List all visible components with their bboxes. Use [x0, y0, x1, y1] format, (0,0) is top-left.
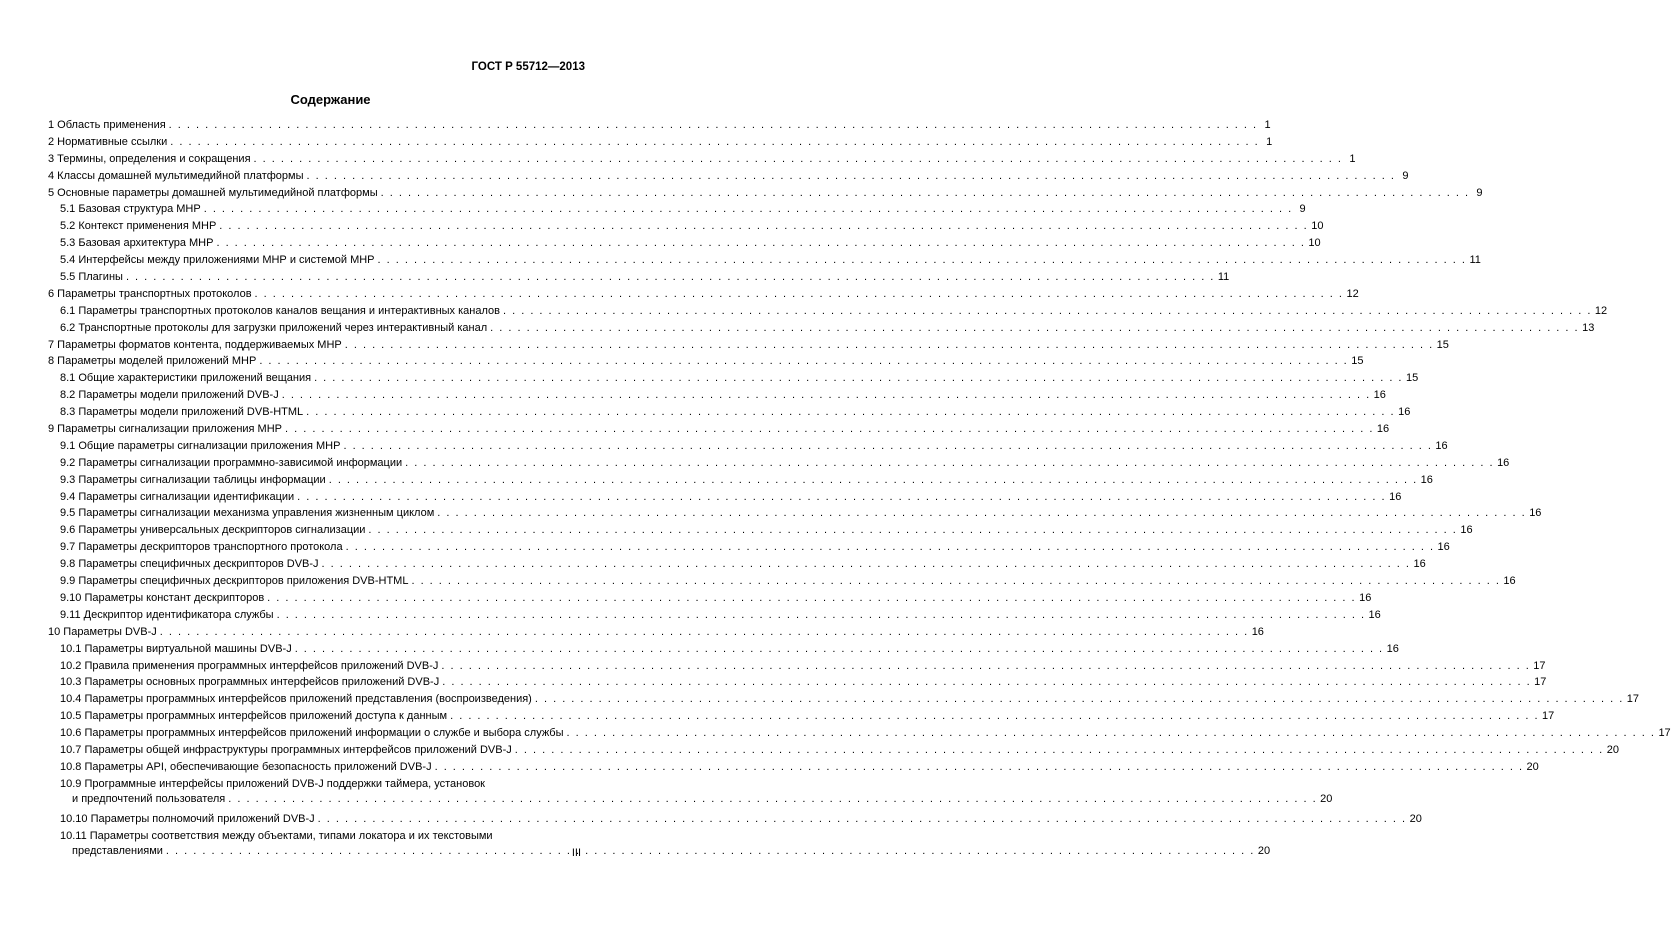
toc-entry-title: 9.1 Общие параметры сигнализации приложения МНР [60, 439, 341, 452]
toc-entry[interactable] [48, 186, 1483, 204]
toc-entry-title: 5.5 Плагины [60, 271, 123, 284]
dot-leader [318, 813, 1407, 825]
dot-leader [329, 474, 1418, 486]
toc-entry-continuation: и предпочтений пользователя [72, 792, 226, 805]
toc-entry-title: 9.4 Параметры сигнализации идентификации [60, 490, 295, 503]
toc-entry[interactable] [48, 152, 1356, 170]
toc-entry[interactable] [48, 659, 1546, 677]
toc-entry-title: 4 Классы домашней мультимедийной платформы [48, 169, 304, 182]
toc-entry-title: 10 Параметры DVB-J [48, 625, 157, 638]
toc-entry-title: 6.1 Параметры транспортных протоколов каналов вещания и интерактивных каналов [60, 304, 500, 317]
dot-leader [259, 355, 1348, 367]
toc-entry[interactable] [48, 338, 1449, 356]
toc-entry-page: 16 [1497, 456, 1510, 469]
toc-entry-title: 9.9 Параметры специфичных дескрипторов приложения DVB-HTML [60, 575, 409, 588]
toc-entry-page: 9 [1476, 186, 1483, 199]
toc-entry-page: 16 [1398, 406, 1411, 419]
dot-leader [567, 727, 1656, 739]
toc-entry-page: 10 [1311, 220, 1324, 233]
toc-entry[interactable] [48, 271, 1230, 288]
dot-leader [160, 626, 1249, 638]
toc-entry[interactable] [48, 203, 1306, 220]
toc-entry-page: 16 [1359, 591, 1372, 604]
toc-entry[interactable] [48, 220, 1324, 237]
toc-entry-title: 1 Область применения [48, 119, 166, 131]
toc-entry-title: 10.5 Параметры программных интерфейсов приложений доступа к данным [60, 710, 448, 723]
toc-entry[interactable] [48, 693, 1640, 710]
toc-entry-page: 16 [1529, 507, 1542, 520]
toc-entry[interactable] [48, 135, 1273, 153]
toc-entry-title: 3 Термины, определения и сокращения [48, 152, 251, 165]
toc-entry[interactable] [48, 423, 1390, 440]
toc-entry[interactable] [48, 676, 1547, 693]
toc-entry-title: 2 Нормативные ссылки [48, 135, 168, 148]
dot-leader [378, 254, 1467, 266]
toc-entry[interactable] [48, 558, 1426, 575]
dot-leader [535, 693, 1624, 705]
toc-entry-title: 10.1 Параметры виртуальной машины DVB-J [60, 642, 292, 655]
toc-entry-page: 12 [1594, 304, 1608, 317]
toc-entry[interactable] [48, 812, 1422, 830]
dot-leader [126, 271, 1215, 283]
toc-entry-page: 1 [1349, 152, 1356, 165]
toc-entry-title: 10.6 Параметры программных интерфейсов приложений информации о службе и выбора службы [60, 727, 564, 740]
dot-leader [267, 592, 1356, 604]
toc-entry-page: 10 [1308, 237, 1321, 250]
toc-entry-page: 11 [1469, 254, 1481, 267]
toc-entry-page: 16 [1373, 389, 1386, 402]
toc-entry-title: 10.7 Параметры общей инфраструктуры программных интерфейсов приложений DVB-J [60, 743, 512, 756]
toc-entry[interactable] [48, 321, 1595, 339]
toc-entry[interactable] [48, 829, 1271, 861]
toc-entry[interactable] [48, 541, 1450, 558]
toc-entry-page: 16 [1503, 575, 1516, 588]
dot-leader [228, 793, 1317, 805]
toc-entry-page: 16 [1435, 439, 1448, 452]
dot-leader [322, 558, 1411, 570]
toc-entry-title: 9.6 Параметры универсальных дескрипторов сигнализации [60, 524, 366, 537]
toc-entry-title: 8 Параметры моделей приложений МНР [48, 355, 257, 368]
toc-entry-title: 10.2 Правила применения программных интерфейсов приложений DVB-J [60, 659, 439, 672]
dot-leader [204, 203, 1293, 215]
toc-entry[interactable] [48, 591, 1372, 609]
toc-entry-title: 9.7 Параметры дескрипторов транспортного протокола [60, 541, 343, 554]
dot-leader [368, 524, 1457, 536]
dot-leader [437, 507, 1526, 519]
dot-leader [405, 457, 1494, 469]
toc-entry[interactable] [48, 777, 1333, 809]
dot-leader [343, 440, 1432, 452]
toc-entry-title: 5.3 Базовая архитектура МНР [60, 237, 214, 250]
dot-leader [297, 491, 1386, 503]
toc-entry[interactable] [48, 372, 1419, 389]
dot-leader [277, 609, 1366, 621]
dot-leader [170, 136, 1259, 148]
dot-leader [503, 305, 1592, 317]
dot-leader [345, 339, 1434, 351]
toc-entry-title: 10.3 Параметры основных программных интерфейсов приложений DVB-J [60, 676, 440, 689]
toc-entry[interactable] [48, 642, 1399, 660]
toc-entry[interactable] [48, 507, 1542, 524]
toc-entry[interactable] [48, 710, 1555, 727]
toc-entry-page: 16 [1376, 423, 1390, 436]
toc-entry-page: 1 [1266, 135, 1273, 148]
table-of-contents [48, 119, 1671, 865]
dot-leader [295, 643, 1384, 655]
page-number: III [571, 847, 581, 859]
toc-entry-title: 9.3 Параметры сигнализации таблицы информации [60, 473, 326, 486]
toc-entry-title: 10.8 Параметры API, обеспечивающие безопасность приложений DVB-J [60, 760, 432, 773]
toc-entry[interactable] [48, 237, 1321, 254]
toc-entry-title: 5.4 Интерфейсы между приложениями МНР и системой МНР [60, 254, 375, 267]
toc-entry-page: 16 [1251, 625, 1264, 638]
toc-entry[interactable] [48, 473, 1433, 491]
toc-entry-page: 20 [1257, 844, 1271, 857]
toc-entry-title: 9.11 Дескриптор идентификатора службы [60, 608, 274, 621]
toc-entry[interactable] [48, 760, 1539, 778]
toc-entry-title: 5.1 Базовая структура МНР [60, 203, 201, 216]
toc-entry-page: 17 [1658, 727, 1671, 740]
toc-entry[interactable] [48, 456, 1510, 474]
dot-leader [255, 288, 1344, 300]
document-standard-header: ГОСТ Р 55712—2013 [471, 61, 585, 73]
dot-leader [381, 187, 1470, 199]
toc-entry[interactable] [48, 743, 1619, 761]
toc-entry[interactable] [48, 169, 1409, 187]
toc-entry-title: 9 Параметры сигнализации приложения МНР [48, 423, 282, 436]
dot-leader [515, 744, 1604, 756]
dot-leader [169, 119, 1258, 131]
toc-entry-page: 1 [1264, 119, 1271, 131]
dot-leader [216, 237, 1305, 249]
toc-entry[interactable] [48, 490, 1402, 508]
toc-entry[interactable] [48, 575, 1516, 592]
toc-entry-page: 16 [1386, 642, 1399, 655]
toc-entry-page: 17 [1542, 710, 1555, 723]
toc-entry[interactable] [48, 608, 1381, 626]
toc-entry-page: 16 [1389, 490, 1402, 503]
toc-entry-page: 17 [1626, 693, 1640, 706]
toc-entry-title: 10.11 Параметры соответствия между объектами, типами локатора и их текстовыми [60, 829, 493, 842]
toc-entry-page: 17 [1533, 659, 1546, 672]
dot-leader [435, 761, 1524, 773]
toc-entry[interactable] [48, 287, 1359, 305]
dot-leader [254, 153, 1343, 165]
dot-leader [307, 170, 1396, 182]
toc-entry[interactable] [48, 355, 1364, 372]
dot-leader [441, 660, 1530, 672]
toc-entry-title: 10.10 Параметры полномочий приложений DVB-J [60, 812, 315, 825]
toc-entry-title: 9.2 Параметры сигнализации программно-зависимой информации [60, 456, 403, 469]
toc-entry[interactable] [48, 254, 1481, 271]
toc-entry-title: 8.3 Параметры модели приложений DVB-HTML [60, 406, 304, 419]
toc-entry[interactable] [48, 727, 1671, 744]
toc-title: Содержание [290, 92, 371, 107]
toc-entry-title: 9.8 Параметры специфичных дескрипторов DVB-J [60, 558, 319, 571]
dot-leader [450, 710, 1539, 722]
toc-entry-page: 11 [1217, 271, 1230, 284]
dot-leader [282, 389, 1371, 401]
dot-leader [490, 322, 1579, 334]
toc-entry-page: 15 [1436, 338, 1449, 351]
dot-leader [314, 372, 1403, 384]
dot-leader [306, 406, 1395, 418]
toc-entry-page: 15 [1351, 355, 1364, 368]
toc-entry-page: 16 [1420, 473, 1433, 486]
toc-entry-page: 16 [1460, 524, 1473, 537]
toc-entry-title: 5 Основные параметры домашней мультимедийной платформы [48, 186, 378, 199]
toc-entry-title: 6 Параметры транспортных протоколов [48, 287, 252, 300]
toc-entry[interactable] [48, 439, 1448, 457]
toc-entry-title: 10.4 Параметры программных интерфейсов приложений представления (воспроизведения) [60, 693, 532, 706]
toc-entry-title: 5.2 Контекст применения МНР [60, 220, 217, 233]
toc-entry-title: 7 Параметры форматов контента, поддерживаемых МНР [48, 338, 342, 351]
toc-entry-page: 16 [1368, 608, 1381, 621]
toc-entry-title: 8.2 Параметры модели приложений DVB-J [60, 389, 279, 402]
toc-entry[interactable] [48, 406, 1411, 423]
toc-entry-continuation: представлениями [72, 844, 163, 857]
toc-entry-page: 20 [1526, 760, 1539, 773]
dot-leader [285, 423, 1374, 435]
toc-entry-page: 12 [1346, 287, 1359, 300]
dot-leader [219, 220, 1308, 232]
toc-entry-title: 9.5 Параметры сигнализации механизма управления жизненным циклом [60, 507, 435, 520]
toc-entry-title: 8.1 Общие характеристики приложений вещания [60, 372, 312, 385]
toc-entry-page: 20 [1320, 792, 1333, 805]
toc-entry-page: 17 [1534, 676, 1547, 689]
toc-entry-page: 9 [1402, 169, 1409, 182]
toc-entry-page: 20 [1606, 743, 1619, 756]
toc-entry-page: 13 [1582, 321, 1595, 334]
toc-entry-page: 16 [1437, 541, 1450, 554]
toc-entry-title: 10.9 Программные интерфейсы приложений DVB-J поддержки таймера, установок [60, 777, 485, 790]
toc-entry[interactable] [48, 524, 1473, 541]
dot-leader [346, 541, 1435, 553]
toc-entry-page: 16 [1413, 558, 1426, 571]
toc-entry[interactable] [48, 625, 1264, 643]
dot-leader [166, 845, 1255, 857]
toc-entry[interactable] [48, 389, 1386, 406]
dot-leader [411, 575, 1500, 587]
toc-entry-page: 15 [1405, 372, 1419, 385]
toc-entry[interactable] [48, 119, 1271, 136]
toc-entry[interactable] [48, 304, 1608, 322]
toc-entry-title: 6.2 Транспортные протоколы для загрузки приложений через интерактивный канал [60, 321, 488, 334]
toc-entry-page: 20 [1409, 812, 1422, 825]
dot-leader [442, 676, 1531, 688]
toc-entry-page: 9 [1299, 203, 1306, 216]
toc-entry-title: 9.10 Параметры констант дескрипторов [60, 591, 265, 604]
